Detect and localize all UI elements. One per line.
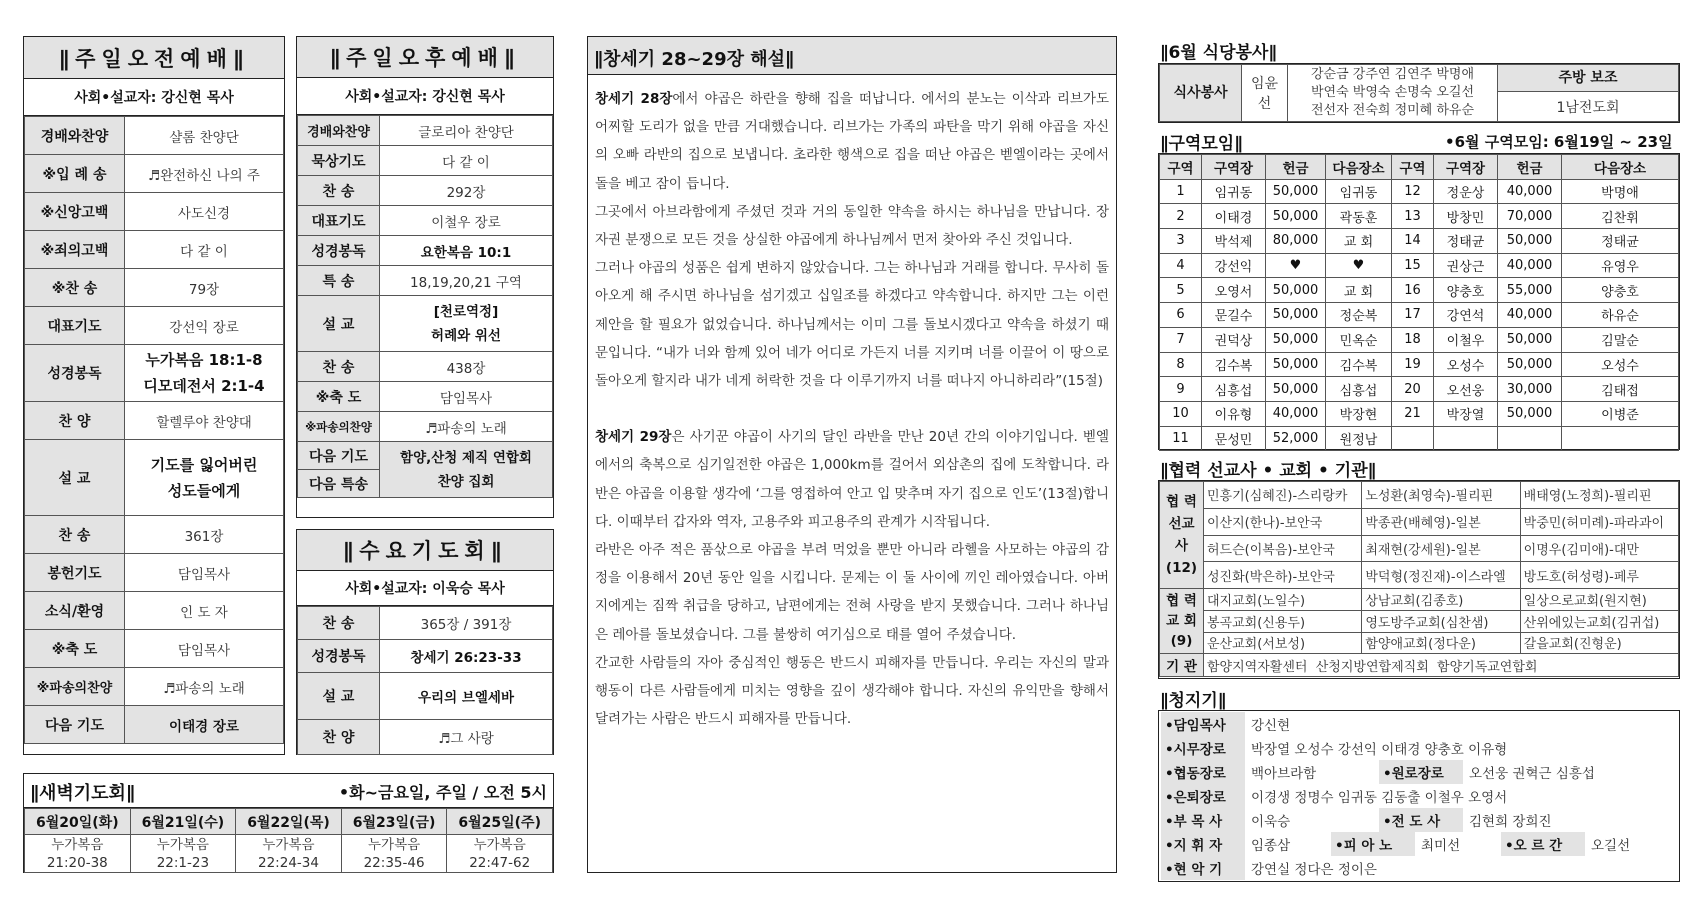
zone-leader: 이태경 bbox=[1202, 204, 1266, 229]
missionary: 방도호(허성령)-페루 bbox=[1520, 562, 1678, 589]
zone-leader: 방창민 bbox=[1434, 204, 1498, 229]
dawn-book: 누가복음 bbox=[473, 836, 526, 853]
zone-header: 구역장 bbox=[1434, 155, 1498, 180]
partner-church: 함양애교회(정다운) bbox=[1362, 632, 1520, 654]
staff-list bbox=[1159, 711, 1679, 880]
dawn-schedule-table bbox=[24, 808, 553, 873]
chapter-lead: 창세기 28장 bbox=[595, 91, 673, 107]
staff-role: •오 르 간 bbox=[1501, 832, 1585, 856]
staff-role: •부 목 사 bbox=[1161, 808, 1245, 832]
zone-leader: 이유형 bbox=[1202, 401, 1266, 426]
zone-leader: 강연석 bbox=[1434, 303, 1498, 328]
zone-number: 18 bbox=[1392, 327, 1434, 352]
dawn-book: 누가복음 bbox=[367, 836, 421, 853]
staff-role: •협동장로 bbox=[1161, 760, 1245, 784]
staff-names: 김현희 장희진 bbox=[1469, 814, 1552, 830]
zone-offering: 52,000 bbox=[1266, 426, 1326, 451]
order-label: ※축 도 bbox=[25, 630, 125, 668]
zone-offering: 50,000 bbox=[1266, 377, 1326, 402]
wednesday-service-leader: 사회•설교자: 이욱승 목사 bbox=[297, 571, 553, 606]
dawn-prayer-title: ∥새벽기도회∥ bbox=[30, 783, 135, 804]
morning-service-leader: 사회•설교자: 강신현 목사 bbox=[24, 79, 284, 116]
morning-order-table bbox=[24, 116, 284, 744]
dawn-verse: 22:24-34 bbox=[258, 854, 319, 871]
order-value: 365장 / 391장 bbox=[380, 607, 553, 640]
order-value: 강선익 장로 bbox=[125, 307, 284, 345]
organization-label: 기 관 bbox=[1160, 654, 1204, 677]
zone-next-place: 양충호 bbox=[1562, 278, 1679, 303]
order-value: 361장 bbox=[125, 516, 284, 554]
zone-row bbox=[1160, 426, 1679, 451]
zone-next-place: 김태접 bbox=[1562, 377, 1679, 402]
staff-role: •담임목사 bbox=[1161, 712, 1245, 736]
partner-church: 영도방주교회(심찬샘) bbox=[1362, 610, 1520, 632]
zone-next-place: 유영우 bbox=[1562, 253, 1679, 278]
order-value: 담임목사 bbox=[125, 554, 284, 592]
meal-members: 전선자 전숙희 정미혜 하유순 bbox=[1310, 103, 1475, 118]
zone-next-place: 김찬휘 bbox=[1562, 204, 1679, 229]
zone-leader: 권덕상 bbox=[1202, 327, 1266, 352]
afternoon-order-table bbox=[297, 115, 553, 498]
zone-leader: 오영서 bbox=[1202, 278, 1266, 303]
order-label: 성경봉독 bbox=[25, 345, 125, 402]
order-value: 이철우 장로 bbox=[380, 206, 553, 236]
zone-leader: 문길수 bbox=[1202, 303, 1266, 328]
partner-church: 갈을교회(진형운) bbox=[1520, 632, 1678, 654]
zone-leader: 강선익 bbox=[1202, 253, 1266, 278]
staff-names: 최미선 bbox=[1421, 838, 1461, 854]
afternoon-service-leader: 사회•설교자: 강신현 목사 bbox=[297, 78, 553, 115]
order-value: 담임목사 bbox=[125, 630, 284, 668]
church-label: (9) bbox=[1170, 633, 1193, 650]
dawn-prayer-schedule: •화~금요일, 주일 / 오전 5시 bbox=[338, 783, 547, 802]
afternoon-service-title: ∥주일오후예배∥ bbox=[297, 37, 553, 78]
commentary-paragraph: 그러나 야곱의 성품은 쉽게 변하지 않았습니다. 그는 하나님과 거래를 합니다. 무사히 돌아오게 해 주시면 하나님을 섬기겠고 십일조를 하겠다고 약속합니다. 하지만 그는 이런 제안을 할 필요가 없었습니다. 하나님께서는 이미 그를 돌보시겠다고 약속을 하셨기 때문입니다. “내가 너와 함께 있어 네가 어디로 가든지 너를 지키며 너를 이끌어 이 땅으로 돌아오게 할지라 내가 네게 허락한 것을 다 이루기까지 너를 떠나지 아니하리라”(15절) bbox=[595, 260, 1109, 390]
zone-leader: 양충호 bbox=[1434, 278, 1498, 303]
zone-header: 다음장소 bbox=[1562, 155, 1679, 180]
wednesday-order-table bbox=[297, 606, 553, 755]
paragraph-text: 에서 야곱은 하란을 향해 집을 떠납니다. 에서의 분노는 이삭과 리브가도 어찌할 도리가 없을 만큼 거대했습니다. 리브가는 가족의 파탄을 막기 위해 야곱을 자신의 오빠 라반의 집으로 보냅니다. 초라한 행색으로 집을 떠난 야곱은 벧엘이라는 곳에서 돌을 베고 잠이 듭니다. bbox=[595, 91, 1109, 192]
zone-number: 9 bbox=[1160, 377, 1202, 402]
order-label: 찬 송 bbox=[298, 607, 380, 640]
zone-leader: 임귀동 bbox=[1202, 179, 1266, 204]
sermon-title: 성도들에게 bbox=[167, 481, 241, 500]
order-label: 설 교 bbox=[25, 440, 125, 516]
staff-row bbox=[1159, 784, 1679, 808]
zone-header: 구역 bbox=[1160, 155, 1202, 180]
kitchen-value: 1남전도회 bbox=[1498, 92, 1679, 122]
order-label: 설 교 bbox=[298, 296, 380, 352]
zone-next-place: 정순복 bbox=[1326, 303, 1392, 328]
zone-offering: 55,000 bbox=[1498, 278, 1562, 303]
zone-empty-cell bbox=[1434, 426, 1498, 451]
staff-title: ∥청지기∥ bbox=[1160, 691, 1227, 711]
partner-church: 산위에있는교회(김귀섭) bbox=[1520, 610, 1678, 632]
zone-row bbox=[1160, 401, 1679, 426]
dawn-book: 누가복음 bbox=[51, 836, 104, 853]
zone-next-place: 이병준 bbox=[1562, 401, 1679, 426]
next-special-label: 다음 특송 bbox=[298, 470, 380, 498]
wednesday-service-title: ∥수요기도회∥ bbox=[297, 530, 553, 571]
order-label: 특 송 bbox=[298, 266, 380, 296]
zone-offering: 50,000 bbox=[1498, 352, 1562, 377]
zone-number: 16 bbox=[1392, 278, 1434, 303]
staff-row bbox=[1159, 736, 1679, 760]
zone-offering: 40,000 bbox=[1498, 303, 1562, 328]
zone-offering: 50,000 bbox=[1266, 278, 1326, 303]
staff-role: •은퇴장로 bbox=[1161, 784, 1245, 808]
dawn-book: 누가복음 bbox=[262, 836, 315, 853]
zone-leader: 심흥섭 bbox=[1202, 377, 1266, 402]
missionary: 허드슨(이복음)-보안국 bbox=[1204, 535, 1362, 562]
zone-offering: 30,000 bbox=[1498, 377, 1562, 402]
zone-header: 구역장 bbox=[1202, 155, 1266, 180]
order-value: 누가복음 18:1-8 bbox=[145, 351, 263, 369]
staff-names: 임종삼 bbox=[1251, 838, 1291, 854]
zone-row bbox=[1160, 278, 1679, 303]
partner-church: 봉곡교회(신용두) bbox=[1204, 610, 1362, 632]
zone-number: 2 bbox=[1160, 204, 1202, 229]
order-label: 설 교 bbox=[298, 673, 380, 720]
commentary-title: ∥창세기 28~29장 해설∥ bbox=[594, 49, 795, 70]
partner-church: 대지교회(노일수) bbox=[1204, 589, 1362, 611]
staff-row bbox=[1159, 712, 1679, 736]
zones-meeting: •6월 구역모임: 6월19일 ~ 23일 bbox=[1445, 133, 1673, 151]
commentary-body bbox=[587, 74, 1117, 873]
next-value: 함양,산청 제직 연합회 bbox=[400, 449, 532, 466]
missionary: 이산지(한나)-보안국 bbox=[1204, 508, 1362, 535]
zone-empty-cell bbox=[1562, 426, 1679, 451]
order-value: ♬그 사랑 bbox=[380, 720, 553, 755]
zone-number: 1 bbox=[1160, 179, 1202, 204]
zone-next-place: 교 회 bbox=[1326, 278, 1392, 303]
staff-row bbox=[1159, 832, 1679, 856]
dawn-date: 6월23일(금) bbox=[341, 809, 447, 835]
order-value: 다 같 이 bbox=[380, 146, 553, 176]
zone-leader: 김수복 bbox=[1202, 352, 1266, 377]
zone-offering: 50,000 bbox=[1266, 352, 1326, 377]
zone-offering: 40,000 bbox=[1498, 253, 1562, 278]
commentary-paragraph: 라반은 아주 적은 품삯으로 야곱을 부려 먹었을 뿐만 아니라 라헬을 사모하는 야곱의 감정을 이용해서 20년 동안 일을 시킵니다. 문제는 이 둘 사이에 끼인 레아였습니다. 아버지에게는 짐짝 취급을 당하고, 남편에게는 전혀 사랑을 받지 못했습니다. 그러나 하나님은 레아를 돌보셨습니다. 그를 불쌍히 여기심으로 태를 열어 주셨습니다. bbox=[595, 542, 1109, 643]
order-value: 인 도 자 bbox=[125, 592, 284, 630]
staff-names: 이경생 정명수 임귀동 김동출 이철우 오영서 bbox=[1251, 790, 1508, 806]
missionary-label: (12) bbox=[1165, 560, 1198, 577]
partner-church: 일상으로교회(원지현) bbox=[1520, 589, 1678, 611]
order-label: 찬 송 bbox=[298, 352, 380, 382]
zone-number: 5 bbox=[1160, 278, 1202, 303]
zone-number: 17 bbox=[1392, 303, 1434, 328]
zone-leader: 권상근 bbox=[1434, 253, 1498, 278]
staff-role: •전 도 사 bbox=[1379, 808, 1463, 832]
missionary: 최재현(강세원)-일본 bbox=[1362, 535, 1520, 562]
commentary-title-bar bbox=[587, 36, 1117, 75]
commentary-paragraph: 그곳에서 아브라함에게 주셨던 것과 거의 동일한 약속을 하시는 하나님을 만납니다. 장자권 분쟁으로 모든 것을 상실한 야곱에게 하나님께서 먼저 찾아와 주신 것입니다. bbox=[595, 203, 1109, 249]
dawn-date: 6월22일(목) bbox=[236, 809, 342, 835]
dawn-date: 6월21일(수) bbox=[130, 809, 236, 835]
missionary: 박종관(배혜영)-일본 bbox=[1362, 508, 1520, 535]
sermon-title: 기도를 잃어버린 bbox=[150, 455, 258, 474]
zone-leader: 오성수 bbox=[1434, 352, 1498, 377]
staff-names: 오길선 bbox=[1591, 838, 1631, 854]
zone-offering: ♥ bbox=[1266, 253, 1326, 278]
order-label: 소식/환영 bbox=[25, 592, 125, 630]
zone-row bbox=[1160, 179, 1679, 204]
zone-offering: 50,000 bbox=[1498, 401, 1562, 426]
afternoon-service-box bbox=[296, 36, 554, 518]
staff-role: •원로장로 bbox=[1379, 760, 1463, 784]
zone-number: 13 bbox=[1392, 204, 1434, 229]
zone-number: 7 bbox=[1160, 327, 1202, 352]
missionary: 이명우(김미애)-대만 bbox=[1520, 535, 1678, 562]
zone-header: 헌금 bbox=[1266, 155, 1326, 180]
zone-offering: 50,000 bbox=[1498, 229, 1562, 254]
zone-offering: 40,000 bbox=[1266, 401, 1326, 426]
order-value: 글로리아 찬양단 bbox=[380, 116, 553, 146]
staff-role: •시무장로 bbox=[1161, 736, 1245, 760]
zone-next-place: ♥ bbox=[1326, 253, 1392, 278]
order-label: ※입 례 송 bbox=[25, 155, 125, 193]
paragraph-text: 은 사기꾼 야곱이 사기의 달인 라반을 만난 20년 간의 이야기입니다. 벧엘에서의 축복으로 심기일전한 야곱은 1,000km를 걸어서 외삼촌의 집에 도착합니다. 라반은 야곱을 이용할 생각에 ‘그를 영접하여 안고 입 맞추며 자기 집으로 인도’(13절)합니다. 이때부터 갑자와 역자, 고용주와 피고용주의 관계가 시작됩니다. bbox=[595, 429, 1109, 530]
order-value: 담임목사 bbox=[380, 382, 553, 412]
missions-box bbox=[1158, 480, 1680, 679]
dawn-prayer-box bbox=[23, 773, 554, 873]
staff-names: 강신현 bbox=[1251, 718, 1291, 734]
zone-number: 21 bbox=[1392, 401, 1434, 426]
zone-offering: 50,000 bbox=[1266, 327, 1326, 352]
zone-next-place: 정태균 bbox=[1562, 229, 1679, 254]
zone-number: 6 bbox=[1160, 303, 1202, 328]
zone-offering: 70,000 bbox=[1498, 204, 1562, 229]
zone-number: 15 bbox=[1392, 253, 1434, 278]
meal-service-leader: 임윤선 bbox=[1242, 65, 1288, 122]
missionary: 민흥기(심혜진)-스리랑카 bbox=[1204, 482, 1362, 509]
cafeteria-title: ∥6월 식당봉사∥ bbox=[1160, 43, 1277, 63]
zone-row bbox=[1160, 352, 1679, 377]
dawn-date: 6월20일(화) bbox=[25, 809, 131, 835]
zone-next-place: 교 회 bbox=[1326, 229, 1392, 254]
zone-next-place: 김말순 bbox=[1562, 327, 1679, 352]
order-value: 사도신경 bbox=[125, 193, 284, 231]
next-prayer-label: 다음 기도 bbox=[25, 706, 125, 744]
partner-church: 운산교회(서보성) bbox=[1204, 632, 1362, 654]
missionary-label: 협 력 bbox=[1166, 494, 1197, 511]
staff-role: •현 악 기 bbox=[1161, 856, 1245, 880]
zone-empty-cell bbox=[1392, 426, 1434, 451]
order-label: ※축 도 bbox=[298, 382, 380, 412]
staff-names: 이욱승 bbox=[1251, 814, 1291, 830]
zone-leader: 박장열 bbox=[1434, 401, 1498, 426]
zone-next-place: 하유순 bbox=[1562, 303, 1679, 328]
zone-offering: 50,000 bbox=[1266, 179, 1326, 204]
zone-number: 20 bbox=[1392, 377, 1434, 402]
missions-table bbox=[1159, 481, 1679, 677]
zone-leader: 이철우 bbox=[1434, 327, 1498, 352]
order-label: ※죄의고백 bbox=[25, 231, 125, 269]
meal-service-label: 식사봉사 bbox=[1160, 65, 1242, 122]
zone-row bbox=[1160, 253, 1679, 278]
zone-number: 3 bbox=[1160, 229, 1202, 254]
cafeteria-table bbox=[1159, 64, 1679, 122]
zone-number: 14 bbox=[1392, 229, 1434, 254]
missionary: 박중민(허미례)-파라과이 bbox=[1520, 508, 1678, 535]
order-value: 디모데전서 2:1-4 bbox=[143, 377, 265, 395]
order-label: ※신앙고백 bbox=[25, 193, 125, 231]
church-label: 교 회 bbox=[1166, 613, 1197, 630]
zone-number: 11 bbox=[1160, 426, 1202, 451]
zone-next-place: 김수복 bbox=[1326, 352, 1392, 377]
missionary: 노성환(최영숙)-필리핀 bbox=[1362, 482, 1520, 509]
staff-names: 강연실 정다은 정이은 bbox=[1251, 862, 1377, 878]
zone-next-place: 오성수 bbox=[1562, 352, 1679, 377]
zone-offering: 80,000 bbox=[1266, 229, 1326, 254]
zone-number: 19 bbox=[1392, 352, 1434, 377]
morning-service-box bbox=[23, 36, 285, 755]
zones-box bbox=[1158, 153, 1680, 450]
order-value: ♬완전하신 나의 주 bbox=[125, 155, 284, 193]
zone-next-place: 원정남 bbox=[1326, 426, 1392, 451]
dawn-verse: 22:35-46 bbox=[363, 854, 425, 871]
zone-next-place: 곽동훈 bbox=[1326, 204, 1392, 229]
zone-offering: 40,000 bbox=[1498, 179, 1562, 204]
zone-offering: 50,000 bbox=[1498, 327, 1562, 352]
order-value: 우리의 브엘세바 bbox=[380, 673, 553, 720]
order-value: 샬롬 찬양단 bbox=[125, 117, 284, 155]
order-value: 438장 bbox=[380, 352, 553, 382]
zone-row bbox=[1160, 377, 1679, 402]
partner-church: 상남교회(김종호) bbox=[1362, 589, 1520, 611]
zone-offering: 50,000 bbox=[1266, 303, 1326, 328]
kitchen-label: 주방 보조 bbox=[1498, 65, 1679, 92]
zone-row bbox=[1160, 303, 1679, 328]
zone-next-place: 박명애 bbox=[1562, 179, 1679, 204]
next-value: 찬양 집회 bbox=[437, 473, 495, 490]
order-value: ♬파송의 노래 bbox=[380, 412, 553, 442]
order-label: 찬 송 bbox=[298, 176, 380, 206]
zone-offering: 50,000 bbox=[1266, 204, 1326, 229]
staff-names: 박장열 오성수 강선익 이태경 양충호 이유형 bbox=[1251, 742, 1508, 758]
order-value: 창세기 26:23-33 bbox=[380, 640, 553, 673]
morning-service-title: ∥주일오전예배∥ bbox=[24, 37, 284, 79]
zones-table bbox=[1159, 154, 1679, 451]
missionary: 성진화(박은하)-보안국 bbox=[1204, 562, 1362, 589]
zone-leader: 정태균 bbox=[1434, 229, 1498, 254]
missionary: 배태영(노정희)-필리핀 bbox=[1520, 482, 1678, 509]
zone-next-place: 박장현 bbox=[1326, 401, 1392, 426]
order-value: 다 같 이 bbox=[125, 231, 284, 269]
order-label: ※찬 송 bbox=[25, 269, 125, 307]
zone-leader: 오선웅 bbox=[1434, 377, 1498, 402]
staff-names: 오선웅 권혁근 심흥섭 bbox=[1469, 766, 1595, 782]
meal-members: 강순금 강주연 김연주 박명애 bbox=[1310, 67, 1475, 82]
order-value: 79장 bbox=[125, 269, 284, 307]
order-label: 찬 송 bbox=[25, 516, 125, 554]
staff-role: •피 아 노 bbox=[1331, 832, 1415, 856]
zone-number: 12 bbox=[1392, 179, 1434, 204]
zone-next-place: 민옥순 bbox=[1326, 327, 1392, 352]
order-label: 경배와찬양 bbox=[298, 116, 380, 146]
next-prayer-label: 다음 기도 bbox=[298, 442, 380, 470]
zone-next-place: 임귀동 bbox=[1326, 179, 1392, 204]
staff-row bbox=[1159, 856, 1679, 880]
dawn-verse: 21:20-38 bbox=[46, 854, 108, 871]
order-label: 찬 양 bbox=[25, 402, 125, 440]
staff-row bbox=[1159, 808, 1679, 832]
zones-title: ∥구역모임∥ bbox=[1160, 134, 1243, 154]
zone-number: 10 bbox=[1160, 401, 1202, 426]
zone-leader: 문성민 bbox=[1202, 426, 1266, 451]
dawn-verse: 22:1-23 bbox=[156, 854, 210, 871]
meal-members: 박연숙 박영숙 손명숙 오길선 bbox=[1310, 85, 1475, 100]
order-label: 성경봉독 bbox=[298, 236, 380, 266]
zone-leader: 정운상 bbox=[1434, 179, 1498, 204]
zone-header: 구역 bbox=[1392, 155, 1434, 180]
commentary-paragraph bbox=[595, 85, 1109, 198]
missions-title: ∥협력 선교사 • 교회 • 기관∥ bbox=[1160, 461, 1377, 481]
zone-number: 8 bbox=[1160, 352, 1202, 377]
order-value: 18,19,20,21 구역 bbox=[380, 266, 553, 296]
order-label: 찬 양 bbox=[298, 720, 380, 755]
order-label: 경배와찬양 bbox=[25, 117, 125, 155]
zone-row bbox=[1160, 229, 1679, 254]
staff-box bbox=[1158, 710, 1680, 882]
sermon-title: 허례와 위선 bbox=[431, 327, 501, 344]
order-label: ※파송의찬양 bbox=[25, 668, 125, 706]
zone-empty-cell bbox=[1498, 426, 1562, 451]
dawn-book: 누가복음 bbox=[156, 836, 209, 853]
staff-role: •지 휘 자 bbox=[1161, 832, 1245, 856]
missionary-label: 선교사 bbox=[1168, 516, 1195, 555]
zone-header: 헌금 bbox=[1498, 155, 1562, 180]
order-label: ※파송의찬양 bbox=[298, 412, 380, 442]
order-value: 할렐루야 찬양대 bbox=[125, 402, 284, 440]
chapter-lead: 창세기 29장 bbox=[595, 429, 672, 446]
sermon-title: [천로역정] bbox=[433, 303, 499, 320]
order-value: ♬파송의 노래 bbox=[125, 668, 284, 706]
order-value: 요한복음 10:1 bbox=[380, 236, 553, 266]
order-label: 봉헌기도 bbox=[25, 554, 125, 592]
church-label: 협 력 bbox=[1166, 593, 1197, 610]
zone-next-place: 심흥섭 bbox=[1326, 377, 1392, 402]
missionary: 박덕형(정진재)-이스라엘 bbox=[1362, 562, 1520, 589]
cafeteria-box bbox=[1158, 63, 1680, 123]
zone-leader: 박석제 bbox=[1202, 229, 1266, 254]
dawn-verse: 22:47-62 bbox=[469, 854, 531, 871]
order-label: 성경봉독 bbox=[298, 640, 380, 673]
commentary-paragraph: 간교한 사람들의 자아 중심적인 행동은 반드시 피해자를 만듭니다. 우리는 자신의 말과 행동이 다른 사람들에게 미치는 영향을 깊이 생각해야 합니다. 자신의 유익만을 향해서 달려가는 사람은 반드시 피해자를 만듭니다. bbox=[595, 654, 1109, 728]
zone-row bbox=[1160, 327, 1679, 352]
zone-row bbox=[1160, 204, 1679, 229]
order-value: 292장 bbox=[380, 176, 553, 206]
order-label: 대표기도 bbox=[298, 206, 380, 236]
wednesday-service-box bbox=[296, 529, 554, 755]
order-label: 대표기도 bbox=[25, 307, 125, 345]
dawn-date: 6월25일(주) bbox=[447, 809, 553, 835]
order-label: 묵상기도 bbox=[298, 146, 380, 176]
organizations: 함양지역자활센터 산청지방연합제직회 함양기독교연합회 bbox=[1204, 654, 1679, 677]
staff-row bbox=[1159, 760, 1679, 784]
zone-number: 4 bbox=[1160, 253, 1202, 278]
zone-header: 다음장소 bbox=[1326, 155, 1392, 180]
next-prayer-value: 이태경 장로 bbox=[125, 706, 284, 744]
staff-names: 백아브라함 bbox=[1251, 766, 1317, 782]
commentary-paragraph bbox=[595, 423, 1109, 536]
